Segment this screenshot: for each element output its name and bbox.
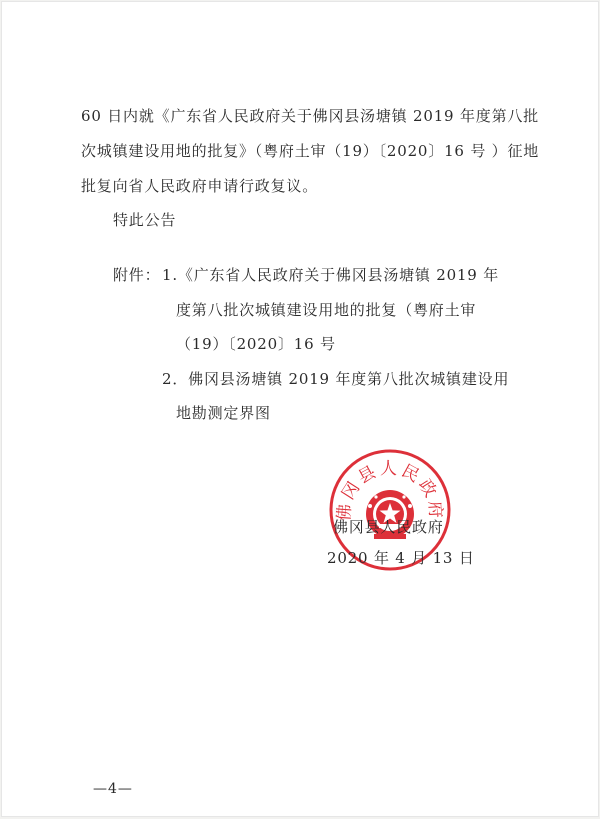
body-line-2: 次城镇建设用地的批复》（粤府土审（19）〔2020〕16 号 ）征地 [81,142,540,160]
closing-phrase: 特此公告 [113,211,177,229]
signature-date: 2020 年 4 月 13 日 [327,549,475,567]
attachment-2-line-1: 2．佛冈县汤塘镇 2019 年度第八批次城镇建设用 [162,370,510,388]
body-line-3: 批复向省人民政府申请行政复议。 [81,177,319,195]
body-line-1: 60 日内就《广东省人民政府关于佛冈县汤塘镇 2019 年度第八批 [81,107,539,125]
attachment-1-line-2: 度第八批次城镇建设用地的批复（粤府土审 [176,301,477,319]
attachment-2-line-2: 地勘测定界图 [176,404,271,422]
signature-org: 佛冈县人民政府 [333,518,444,536]
attachment-1-line-3: （19）〔2020〕16 号 [176,335,336,353]
document-page [1,1,599,817]
page-number: —4— [93,781,133,797]
attachments-label: 附件： [113,266,161,284]
svg-text:佛冈县人民政府: 佛冈县人民政府 [334,459,446,522]
attachment-1-line-1: 1.《广东省人民政府关于佛冈县汤塘镇 2019 年 [162,266,500,284]
